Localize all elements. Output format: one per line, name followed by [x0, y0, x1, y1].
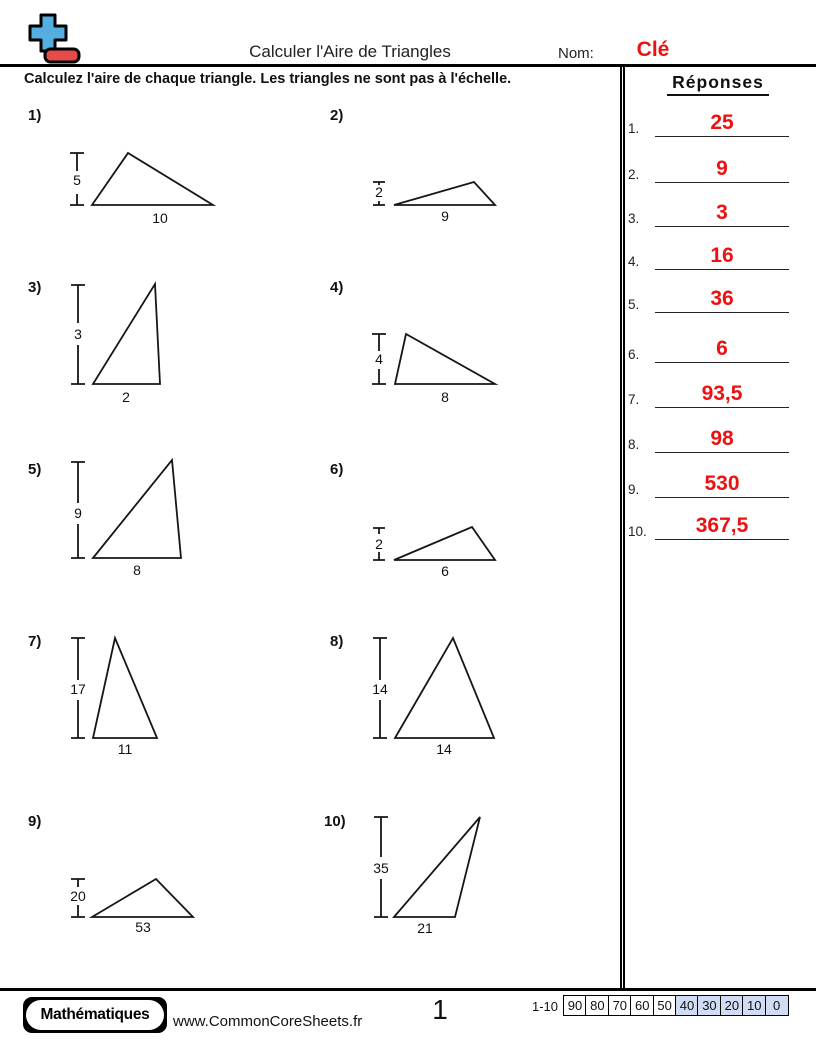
answer-number: 10. [628, 524, 647, 539]
answer-row [628, 193, 789, 227]
score-cell: 40 [675, 995, 699, 1016]
problem-cell-3 [20, 272, 320, 440]
base-label: 8 [441, 389, 449, 405]
name-label: Nom: [558, 45, 594, 62]
answer-value: 367,5 [695, 514, 749, 537]
problem-cell-2 [322, 100, 622, 268]
score-range-label: 1-10 [531, 999, 558, 1014]
answer-row [628, 374, 789, 408]
answer-value: 93,5 [701, 382, 743, 405]
base-label: 10 [152, 210, 168, 226]
answer-number: 1. [628, 121, 640, 136]
score-cell: 80 [585, 995, 609, 1016]
height-label: 2 [375, 184, 383, 200]
name-value: Clé [636, 38, 670, 61]
answer-value: 36 [710, 287, 734, 310]
brand-badge-text: Mathématiques [26, 1000, 164, 1030]
answer-row [628, 279, 789, 313]
score-cell: 10 [742, 995, 766, 1016]
problem-number: 5) [28, 461, 42, 478]
base-label: 11 [117, 741, 133, 757]
base-label: 2 [122, 389, 130, 405]
answer-value: 9 [716, 157, 728, 180]
answer-value: 98 [710, 427, 734, 450]
answer-value: 530 [704, 472, 740, 495]
score-cell: 50 [653, 995, 677, 1016]
triangle-shape [93, 284, 160, 384]
base-label: 53 [135, 919, 151, 935]
triangle-shape [394, 182, 495, 205]
base-label: 21 [417, 920, 433, 936]
answer-row [628, 506, 789, 540]
page-title: Calculer l'Aire de Triangles [249, 42, 451, 61]
answer-line [655, 383, 789, 408]
base-label: 8 [133, 562, 141, 578]
answer-line [655, 158, 789, 183]
answer-line [655, 473, 789, 498]
triangle-shape [394, 817, 480, 917]
problem-cell-6 [322, 448, 622, 616]
answer-number: 4. [628, 254, 640, 269]
answer-number: 9. [628, 482, 640, 497]
website-text: www.CommonCoreSheets.fr [173, 1013, 363, 1030]
answers-heading [622, 72, 814, 93]
problem-number: 6) [330, 461, 344, 478]
problem-cell-7 [20, 620, 320, 788]
problem-number: 7) [28, 633, 42, 650]
brand-badge [23, 997, 167, 1033]
answer-row [628, 464, 789, 498]
answer-line [655, 338, 789, 363]
answer-number: 8. [628, 437, 640, 452]
height-label: 2 [375, 536, 383, 552]
answer-value: 25 [710, 111, 734, 134]
answer-number: 5. [628, 297, 640, 312]
problem-cell-5 [20, 448, 320, 616]
score-cell: 0 [765, 995, 789, 1016]
answer-number: 6. [628, 347, 640, 362]
base-label: 9 [441, 208, 449, 224]
height-label: 4 [375, 351, 383, 367]
problem-number: 3) [28, 279, 42, 296]
score-cell: 20 [720, 995, 744, 1016]
height-label: 20 [70, 888, 86, 904]
base-label: 14 [436, 741, 452, 757]
answer-line [655, 288, 789, 313]
answer-line [655, 515, 789, 540]
problem-number: 9) [28, 813, 42, 830]
triangle-shape [395, 334, 495, 384]
triangle-shape [395, 638, 494, 738]
problem-cell-9 [20, 798, 320, 966]
problem-number: 8) [330, 633, 344, 650]
header-rule [0, 64, 816, 67]
answer-row [628, 419, 789, 453]
problem-cell-4 [322, 272, 622, 440]
height-label: 3 [74, 326, 82, 342]
height-label: 14 [372, 681, 388, 697]
footer-rule [0, 988, 816, 991]
answer-line [655, 428, 789, 453]
score-cell: 30 [697, 995, 721, 1016]
triangle-shape [93, 460, 181, 558]
height-label: 9 [74, 505, 82, 521]
height-label: 17 [70, 681, 86, 697]
triangle-shape [92, 879, 193, 917]
answer-number: 3. [628, 211, 640, 226]
problem-number: 1) [28, 107, 42, 124]
triangle-shape [93, 638, 157, 738]
problem-number: 10) [324, 813, 346, 830]
plus-minus-logo-icon [20, 13, 84, 67]
problem-cell-1 [20, 100, 320, 268]
answer-number: 2. [628, 167, 640, 182]
answer-value: 6 [716, 337, 728, 360]
answer-row [628, 103, 789, 137]
score-cell: 90 [563, 995, 587, 1016]
page-number: 1 [432, 994, 448, 1025]
height-label: 35 [373, 860, 389, 876]
score-cell: 70 [608, 995, 632, 1016]
score-table [563, 995, 789, 1016]
problem-number: 4) [330, 279, 344, 296]
score-cell: 60 [630, 995, 654, 1016]
answer-number: 7. [628, 392, 640, 407]
answer-line [655, 245, 789, 270]
height-label: 5 [73, 172, 81, 188]
answer-row [628, 329, 789, 363]
triangle-shape [394, 527, 495, 560]
instruction-text: Calculez l'aire de chaque triangle. Les triangles ne sont pas à l'échelle. [24, 71, 512, 87]
answers-heading-text: Réponses [667, 72, 769, 96]
answer-row [628, 149, 789, 183]
answer-value: 3 [716, 201, 728, 224]
problem-cell-10 [322, 798, 622, 966]
problem-cell-8 [322, 620, 622, 788]
answer-row [628, 236, 789, 270]
answer-value: 16 [710, 244, 734, 267]
answer-line [655, 112, 789, 137]
problem-number: 2) [330, 107, 344, 124]
answer-line [655, 202, 789, 227]
triangle-shape [92, 153, 213, 205]
base-label: 6 [441, 563, 449, 579]
